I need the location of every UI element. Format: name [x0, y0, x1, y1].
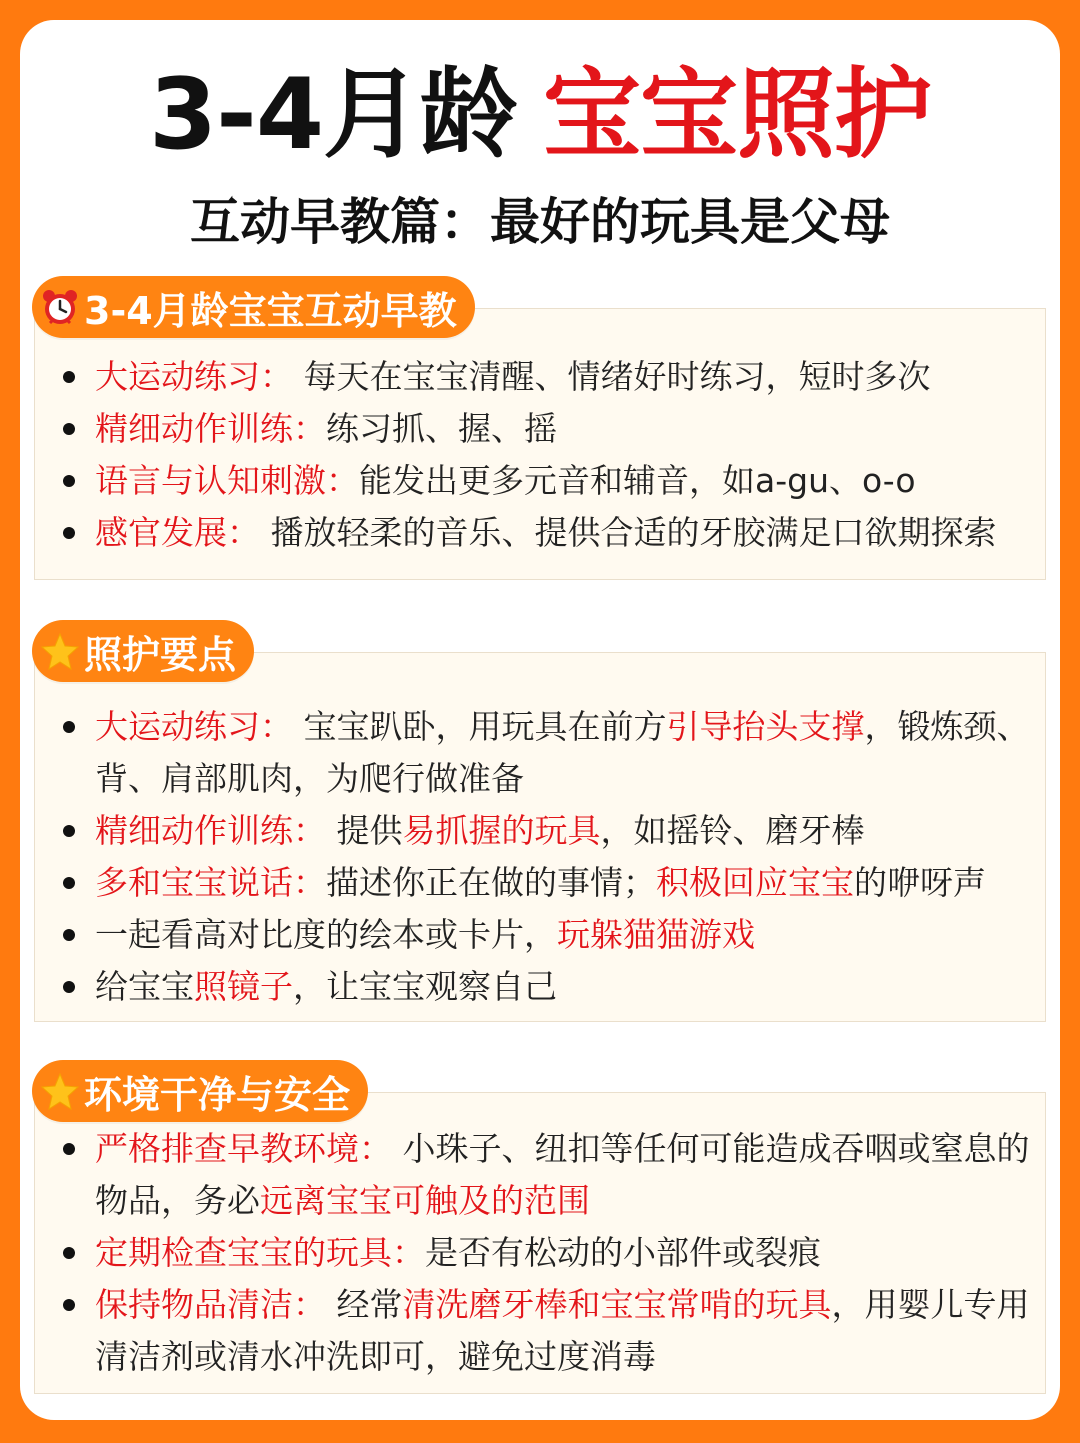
item-text: 小珠子、纽扣等任何可能造成吞咽或窒息的物品，务必 [95, 1129, 1030, 1220]
section-heading-label: 3-4月龄宝宝互动早教 [84, 288, 457, 333]
item-text: 能发出更多元音和辅音，如a-gu、o-o [359, 461, 916, 500]
poster-card [20, 20, 1060, 1420]
highlight-text: 感官发展： [95, 513, 260, 552]
list-item [35, 351, 1045, 403]
item-text: 一起看高对比度的绘本或卡片， [95, 915, 557, 954]
item-text: ，锻炼颈、背、肩部肌肉，为爬行做准备 [95, 707, 1030, 798]
item-text: ，如摇铃、磨牙棒 [600, 811, 865, 850]
item-text: 提供 [326, 811, 403, 850]
highlight-text: 精细动作训练： [95, 811, 326, 850]
item-text: 每天在宝宝清醒、情绪好时练习，短时多次 [293, 357, 931, 396]
highlight-text: 精细动作训练： [95, 409, 326, 448]
highlight-text: 引导抬头支撑 [666, 707, 865, 746]
section-list [35, 351, 1045, 559]
highlight-text: 积极回应宝宝 [656, 863, 854, 902]
alarm-clock-icon [40, 287, 80, 327]
item-text: 练习抓、握、摇 [326, 409, 557, 448]
list-item [35, 701, 1045, 805]
highlight-text: 多和宝宝说话： [95, 863, 326, 902]
item-text: 宝宝趴卧，用玩具在前方 [293, 707, 667, 746]
section-list [35, 1123, 1045, 1383]
item-text: ，用婴儿专用清洁剂或清水冲洗即可，避免过度消毒 [95, 1285, 1030, 1376]
section-interactive-education [34, 308, 1046, 580]
highlight-text: 玩躲猫猫游戏 [557, 915, 755, 954]
section-heading-label: 环境干净与安全 [84, 1072, 351, 1117]
list-item [35, 1279, 1045, 1383]
list-item [35, 455, 1045, 507]
page-subtitle: 互动早教篇：最好的玩具是父母 [190, 193, 890, 251]
item-text: ，让宝宝观察自己 [293, 967, 557, 1006]
list-item [35, 857, 1045, 909]
section-list [35, 701, 1045, 1013]
section-heading-environment-safety [32, 1060, 368, 1122]
section-heading-label: 照护要点 [84, 632, 237, 677]
item-text: 的咿呀声 [854, 863, 986, 902]
list-item [35, 507, 1045, 559]
highlight-text: 远离宝宝可触及的范围 [260, 1181, 590, 1220]
highlight-text: 定期检查宝宝的玩具： [95, 1233, 425, 1272]
title-topic: 宝宝照护 [543, 58, 932, 172]
list-item [35, 403, 1045, 455]
section-heading-interactive-education [32, 276, 475, 338]
list-item [35, 805, 1045, 857]
item-text: 播放轻柔的音乐、提供合适的牙胶满足口欲期探索 [260, 513, 997, 552]
section-heading-care-points [32, 620, 254, 682]
item-text: 描述你正在做的事情； [326, 863, 656, 902]
star-icon [40, 631, 80, 671]
section-environment-safety [34, 1092, 1046, 1394]
list-item [35, 1227, 1045, 1279]
highlight-text: 易抓握的玩具 [402, 811, 601, 850]
list-item [35, 961, 1045, 1013]
list-item [35, 1123, 1045, 1227]
section-care-points [34, 652, 1046, 1022]
item-text: 是否有松动的小部件或裂痕 [425, 1233, 821, 1272]
item-text: 经常 [326, 1285, 403, 1324]
list-item [35, 909, 1045, 961]
highlight-text: 严格排查早教环境： [95, 1129, 392, 1168]
highlight-text: 清洗磨牙棒和宝宝常啃的玩具 [402, 1285, 832, 1324]
star-icon [40, 1071, 80, 1111]
item-text: 给宝宝 [95, 967, 194, 1006]
highlight-text: 照镜子 [194, 967, 293, 1006]
highlight-text: 保持物品清洁： [95, 1285, 326, 1324]
highlight-text: 语言与认知刺激： [95, 461, 359, 500]
highlight-text: 大运动练习： [95, 707, 293, 746]
highlight-text: 大运动练习： [95, 357, 293, 396]
page-title [20, 58, 1060, 172]
title-age: 3-4月龄 [148, 58, 518, 172]
